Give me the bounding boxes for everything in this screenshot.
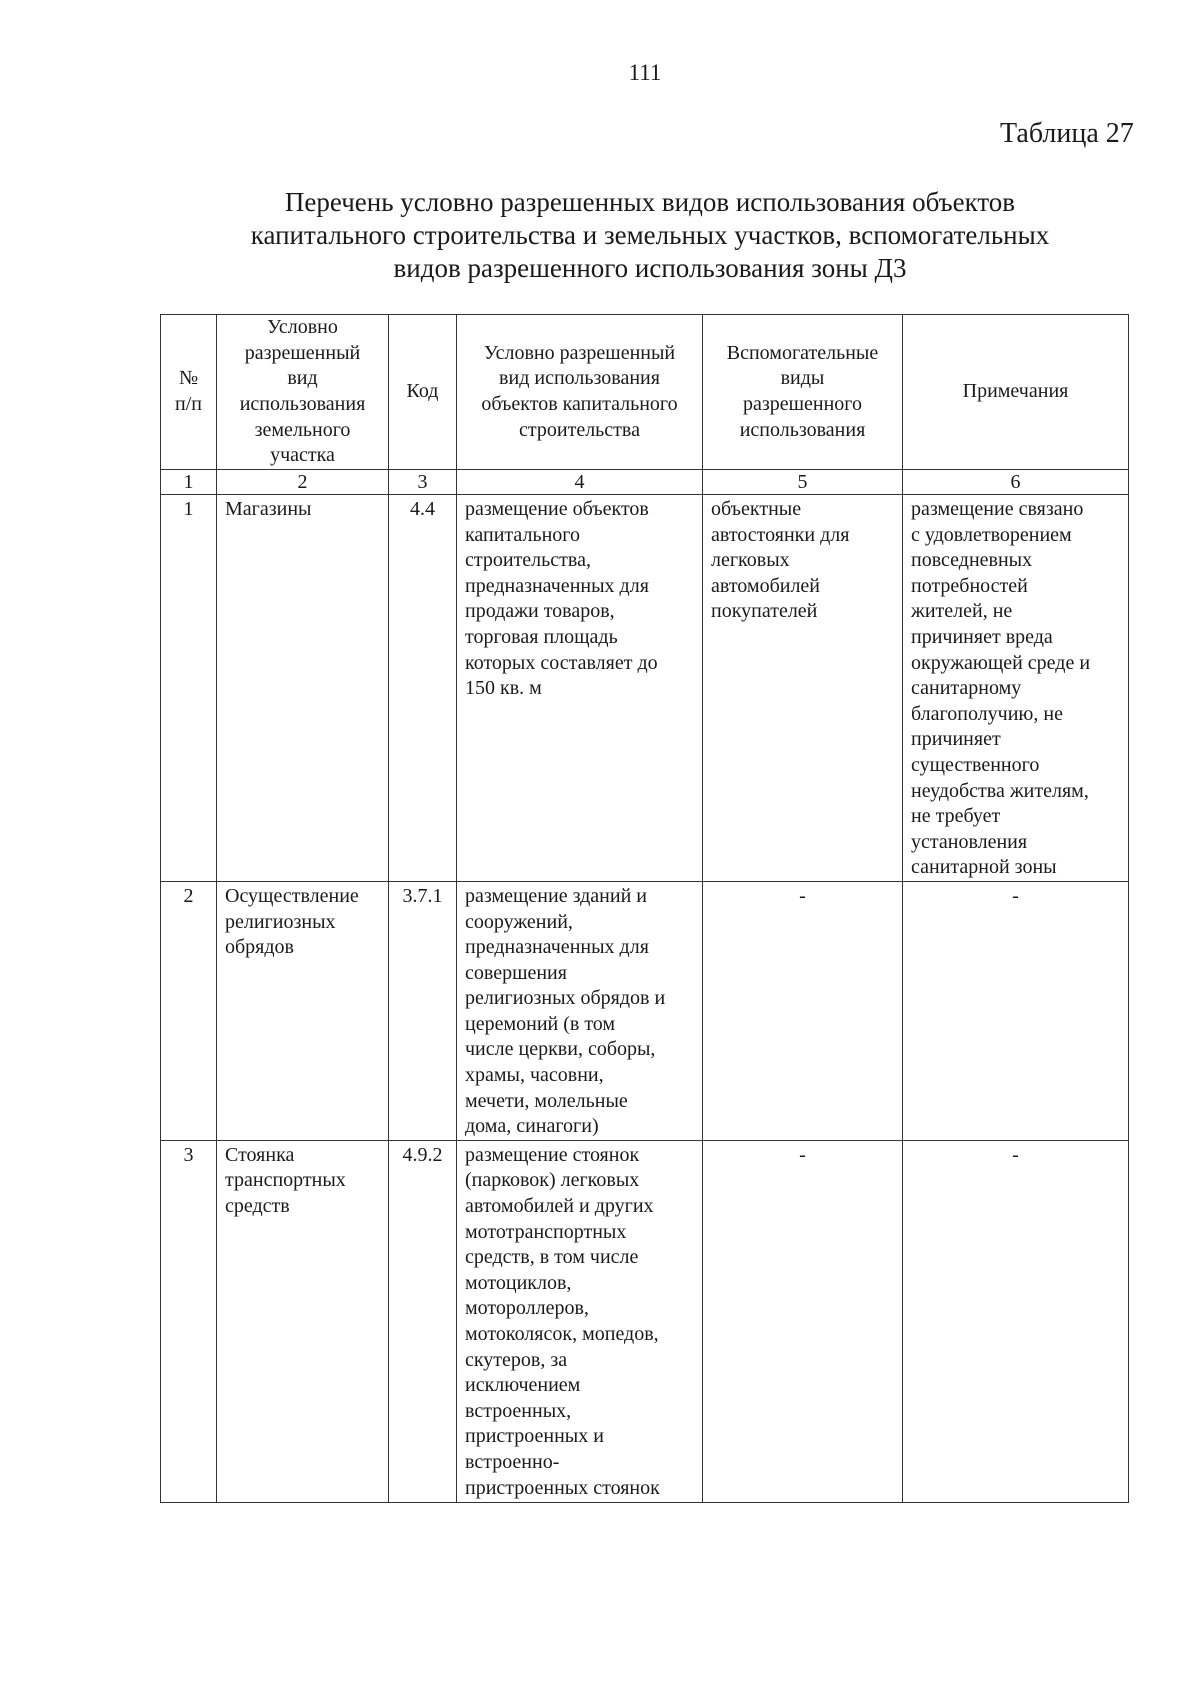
header-text: вид использования bbox=[499, 367, 660, 390]
cell-line: продажи товаров, bbox=[465, 600, 615, 623]
header-text: Вспомогательные bbox=[726, 341, 879, 364]
header-text: виды bbox=[780, 367, 825, 390]
cell-line: - bbox=[799, 1143, 806, 1166]
header-text: объектов капитального bbox=[481, 393, 678, 415]
cell-line: санитарной зоны bbox=[911, 856, 1057, 879]
header-capital-use bbox=[457, 315, 703, 470]
cell-line: - bbox=[1012, 1143, 1019, 1166]
header-text: разрешенного bbox=[742, 393, 863, 415]
header-land-use bbox=[217, 315, 389, 470]
row-auxiliary bbox=[703, 881, 903, 1140]
cell-line: сооружений, bbox=[465, 910, 573, 933]
column-number: 6 bbox=[903, 470, 1129, 495]
cell-line: мотоциклов, bbox=[465, 1271, 572, 1294]
cell-line: мотороллеров, bbox=[465, 1297, 589, 1320]
row-land-use bbox=[217, 881, 389, 1140]
row-auxiliary bbox=[703, 1140, 903, 1502]
header-text: п/п bbox=[175, 393, 202, 415]
row-capital-use bbox=[457, 1140, 703, 1502]
header-text: вид bbox=[287, 367, 318, 390]
cell-line: автостоянки для bbox=[711, 523, 850, 546]
column-number: 2 bbox=[217, 470, 389, 495]
table-row bbox=[161, 1140, 1129, 1502]
title-line: Перечень условно разрешенных видов использования объектов bbox=[284, 187, 1016, 217]
row-notes bbox=[903, 881, 1129, 1140]
cell-line: Стоянка bbox=[225, 1143, 295, 1166]
cell-line: транспортных bbox=[225, 1169, 346, 1192]
cell-line: потребностей bbox=[911, 574, 1028, 597]
cell-line: средств bbox=[225, 1195, 290, 1218]
cell-line: религиозных обрядов и bbox=[465, 987, 666, 1010]
cell-line: строительства, bbox=[465, 549, 591, 572]
cell-line: автомобилей и других bbox=[465, 1195, 654, 1218]
cell-line: повседневных bbox=[911, 549, 1033, 572]
cell-line: неудобства жителям, bbox=[911, 779, 1089, 802]
cell-line: покупателей bbox=[711, 600, 818, 623]
title-line: капитального строительства и земельных участков, вспомогательных bbox=[250, 220, 1050, 250]
row-code: 4.9.2 bbox=[389, 1140, 457, 1502]
header-text: Условно bbox=[267, 316, 338, 339]
cell-line: пристроенных и bbox=[465, 1425, 604, 1448]
cell-line: пристроенных стоянок bbox=[465, 1476, 660, 1499]
header-text: Условно разрешенный bbox=[483, 341, 676, 364]
cell-line: скутеров, за bbox=[465, 1348, 568, 1371]
header-text: участка bbox=[270, 444, 335, 467]
column-number: 3 bbox=[389, 470, 457, 495]
cell-line: размещение зданий и bbox=[465, 884, 647, 907]
land-use-table bbox=[160, 314, 1129, 1503]
cell-line: размещение объектов bbox=[465, 498, 649, 520]
title-line: видов разрешенного использования зоны Д3 bbox=[393, 253, 907, 283]
cell-line: которых составляет до bbox=[465, 651, 658, 674]
header-code bbox=[389, 315, 457, 470]
row-number: 3 bbox=[161, 1140, 217, 1502]
cell-line: мототранспортных bbox=[465, 1220, 627, 1243]
document-title bbox=[170, 186, 1130, 285]
column-number-row bbox=[161, 470, 1129, 495]
cell-line: исключением bbox=[465, 1374, 581, 1397]
cell-line: капитального bbox=[465, 523, 580, 546]
cell-line: совершения bbox=[465, 961, 567, 984]
cell-line: окружающей среде и bbox=[911, 651, 1091, 674]
header-text: строительства bbox=[519, 418, 640, 441]
header-text: использования bbox=[739, 418, 866, 441]
cell-line: санитарному bbox=[911, 677, 1022, 700]
cell-line: числе церкви, соборы, bbox=[465, 1038, 656, 1061]
header-text: Примечания bbox=[962, 380, 1069, 403]
cell-line: средств, в том числе bbox=[465, 1246, 639, 1269]
cell-line: торговая площадь bbox=[465, 625, 618, 648]
cell-line: встроенных, bbox=[465, 1399, 572, 1422]
cell-line: установления bbox=[911, 830, 1028, 853]
cell-line: предназначенных для bbox=[465, 936, 649, 959]
row-capital-use bbox=[457, 881, 703, 1140]
cell-line: размещение стоянок bbox=[465, 1143, 640, 1166]
cell-line: размещение связано bbox=[911, 498, 1084, 520]
column-number: 4 bbox=[457, 470, 703, 495]
cell-line: причиняет вреда bbox=[911, 625, 1053, 648]
row-auxiliary bbox=[703, 495, 903, 882]
column-number: 1 bbox=[161, 470, 217, 495]
table-label: Таблица 27 bbox=[1000, 118, 1134, 149]
cell-line: причиняет bbox=[911, 728, 1001, 751]
header-text: Код bbox=[406, 380, 439, 403]
table-row bbox=[161, 881, 1129, 1140]
cell-line: автомобилей bbox=[711, 574, 821, 597]
table-row bbox=[161, 495, 1129, 882]
cell-line: предназначенных для bbox=[465, 574, 649, 597]
cell-line: мотоколясок, мопедов, bbox=[465, 1323, 659, 1345]
cell-line: мечети, молельные bbox=[465, 1089, 628, 1112]
cell-line: дома, синагоги) bbox=[465, 1115, 599, 1138]
cell-line: 150 кв. м bbox=[465, 677, 542, 700]
header-number bbox=[161, 315, 217, 470]
cell-line: объектные bbox=[711, 498, 802, 520]
row-capital-use bbox=[457, 495, 703, 882]
cell-line: - bbox=[799, 884, 806, 907]
row-code: 4.4 bbox=[389, 495, 457, 882]
row-land-use bbox=[217, 495, 389, 882]
cell-line: легковых bbox=[711, 549, 790, 572]
column-number: 5 bbox=[703, 470, 903, 495]
row-number: 1 bbox=[161, 495, 217, 882]
table-header-row bbox=[161, 315, 1129, 470]
header-text: земельного bbox=[254, 418, 351, 441]
row-notes bbox=[903, 495, 1129, 882]
cell-line: Осуществление bbox=[225, 884, 359, 907]
header-text: № bbox=[178, 367, 199, 390]
cell-line: религиозных bbox=[225, 910, 336, 933]
cell-line: - bbox=[1012, 884, 1019, 907]
cell-line: с удовлетворением bbox=[911, 523, 1072, 546]
row-number: 2 bbox=[161, 881, 217, 1140]
page-number: 111 bbox=[628, 60, 662, 85]
cell-line: храмы, часовни, bbox=[465, 1064, 604, 1087]
header-text: разрешенный bbox=[244, 341, 361, 364]
header-notes bbox=[903, 315, 1129, 470]
cell-line: не требует bbox=[911, 805, 1001, 828]
cell-line: встроенно- bbox=[465, 1450, 560, 1473]
cell-line: благополучию, не bbox=[911, 702, 1063, 725]
cell-line: (парковок) легковых bbox=[465, 1169, 640, 1192]
cell-line: церемоний (в том bbox=[465, 1012, 616, 1035]
cell-line: существенного bbox=[911, 753, 1040, 776]
row-code: 3.7.1 bbox=[389, 881, 457, 1140]
row-notes bbox=[903, 1140, 1129, 1502]
header-text: использования bbox=[239, 393, 366, 415]
cell-line: Магазины bbox=[225, 498, 312, 520]
cell-line: обрядов bbox=[225, 936, 294, 959]
header-auxiliary bbox=[703, 315, 903, 470]
row-land-use bbox=[217, 1140, 389, 1502]
cell-line: жителей, не bbox=[911, 600, 1013, 623]
